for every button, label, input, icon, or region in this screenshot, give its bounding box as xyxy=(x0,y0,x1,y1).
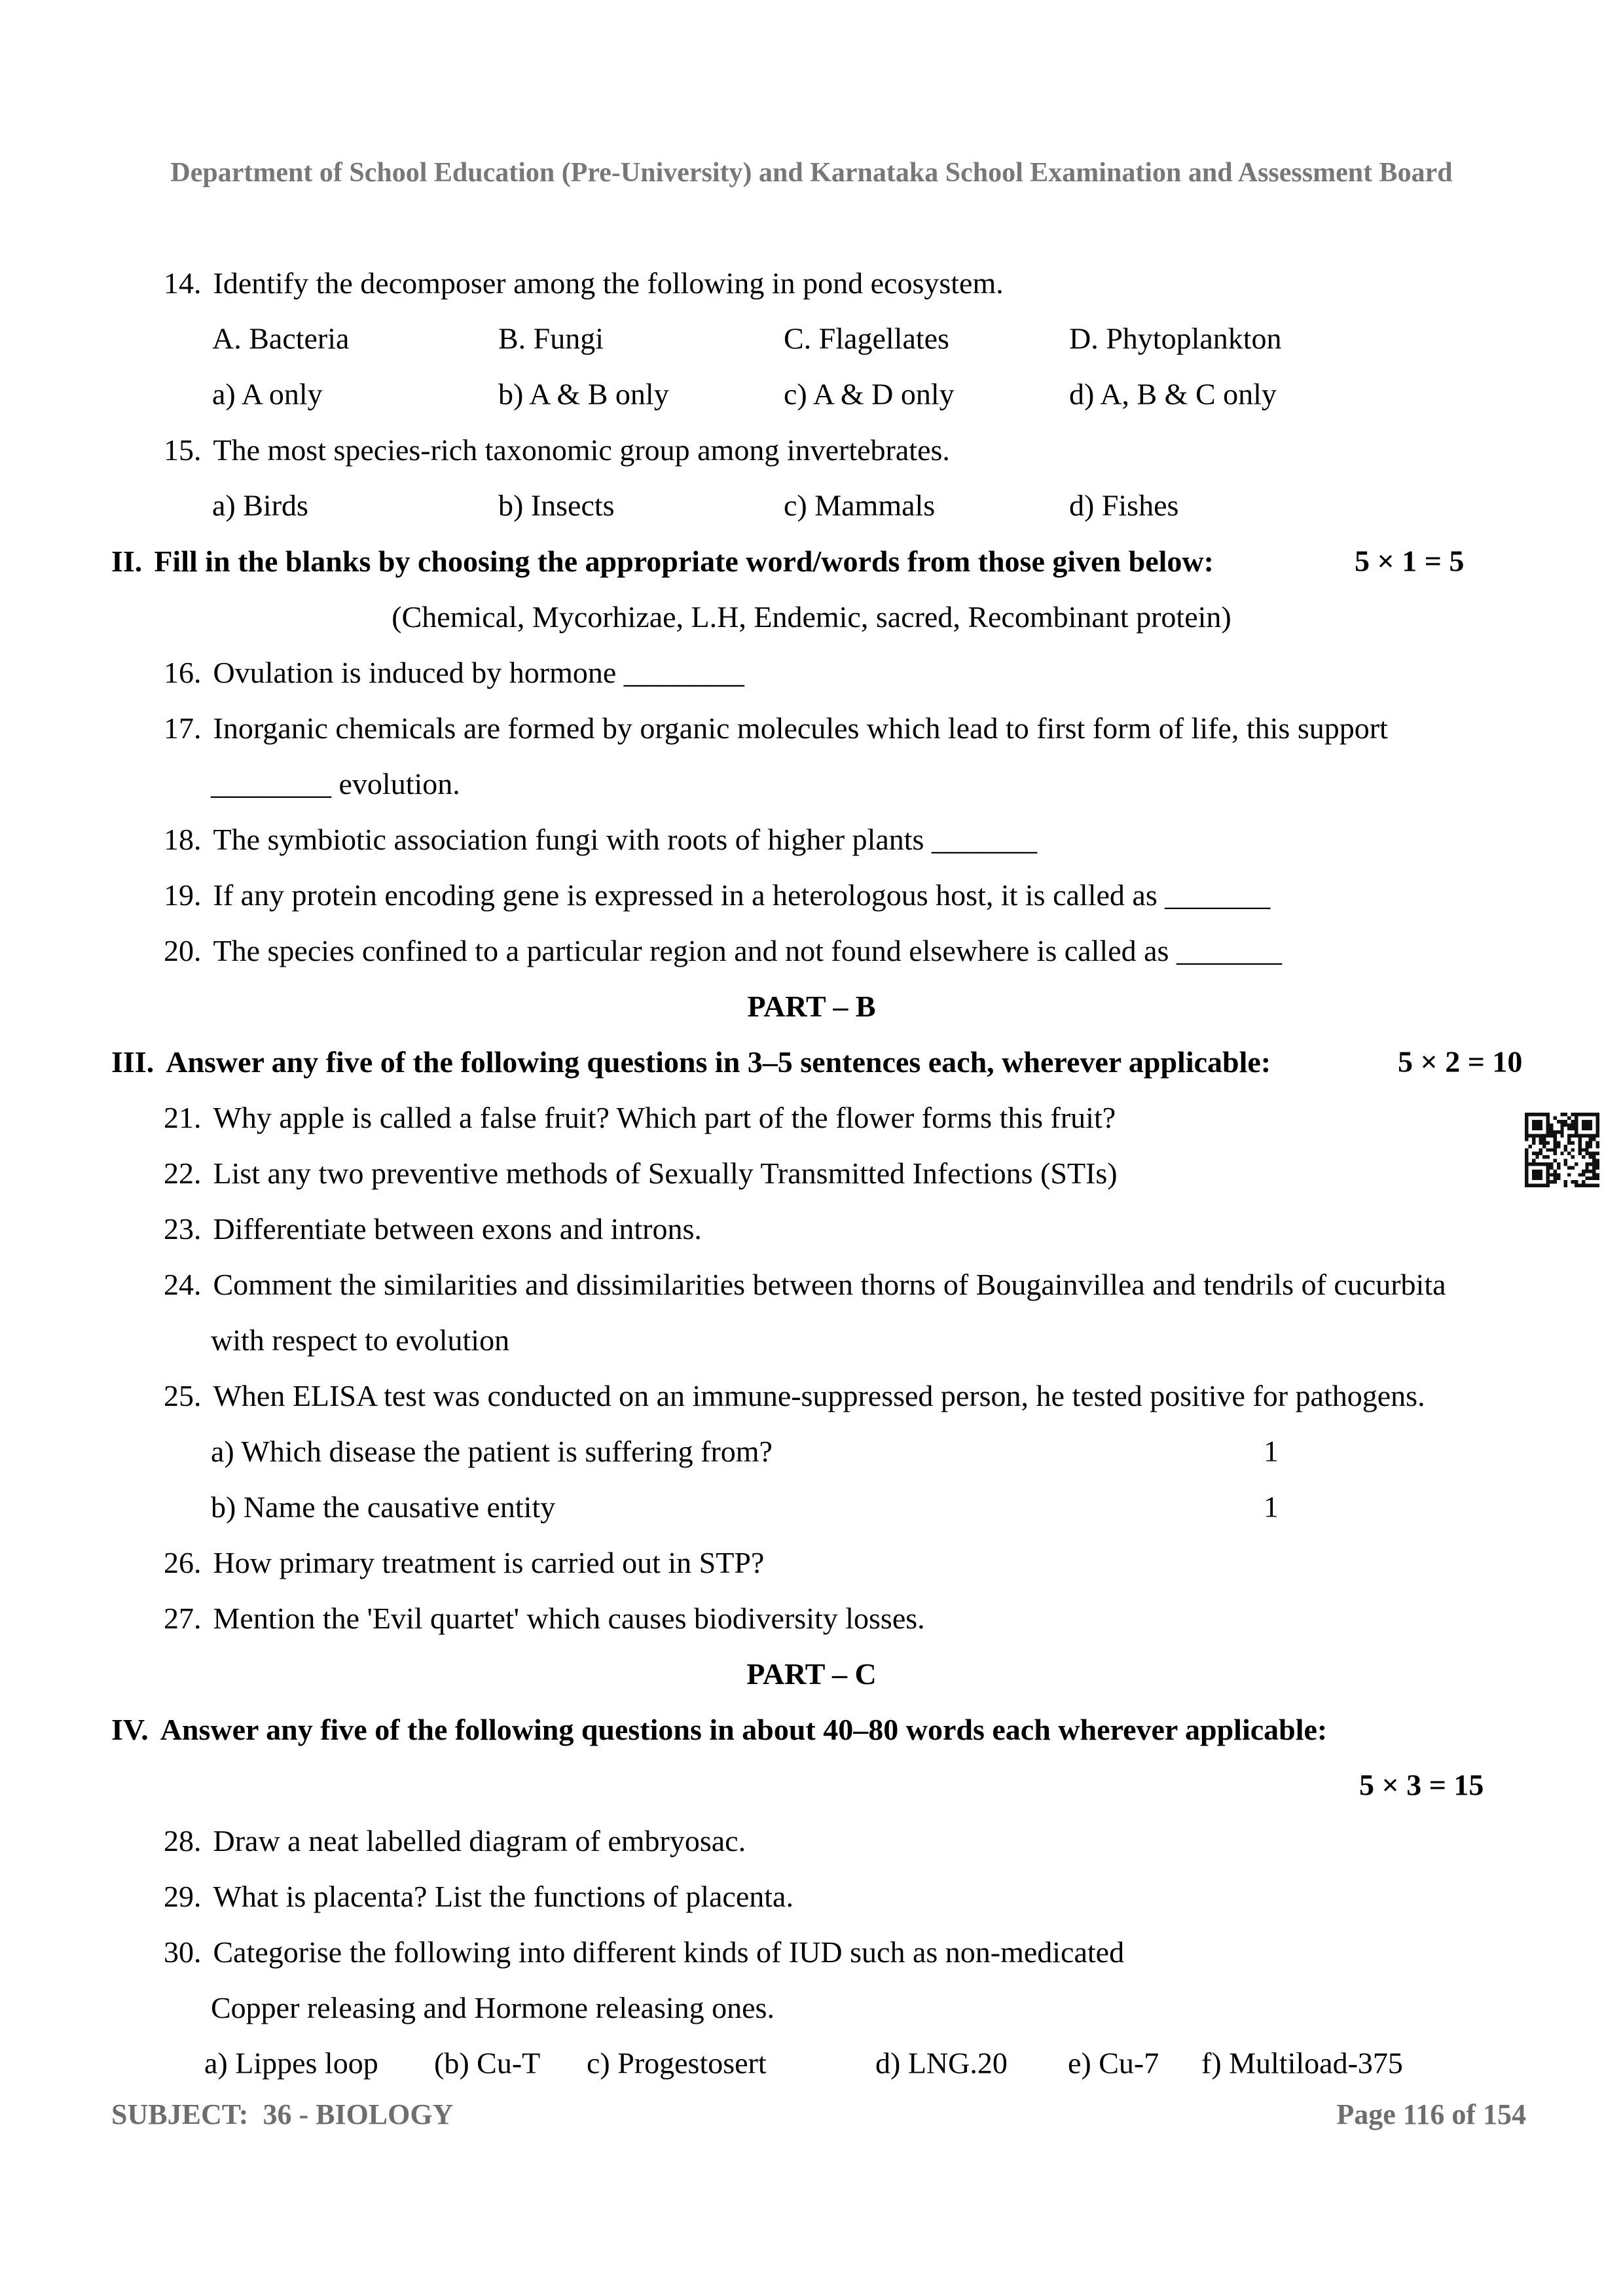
question-19: 19. If any protein encoding gene is expressed in a heterologous host, it is called as _______ xyxy=(164,878,1271,912)
marks-label: 5 × 2 = 10 xyxy=(1398,1045,1523,1079)
footer-subject: SUBJECT: 36 - BIOLOGY xyxy=(111,2098,454,2130)
question-15 xyxy=(0,429,1623,471)
option: D. Phytoplankton xyxy=(1069,321,1282,355)
option: d) Fishes xyxy=(1069,488,1179,522)
question-number: 15. xyxy=(164,433,202,467)
footer-page-number: Page 116 of 154 xyxy=(1336,2098,1526,2130)
question-30-line2: Copper releasing and Hormone releasing ones. xyxy=(211,1990,775,2024)
question-14-options-lower xyxy=(0,373,1623,415)
part-b-title: PART – B xyxy=(747,989,876,1023)
word-bank: (Chemical, Mycorhizae, L.H, Endemic, sacred, Recombinant protein) xyxy=(392,600,1231,634)
marks-label: 1 xyxy=(1264,1434,1279,1468)
option: a) Birds xyxy=(212,488,308,522)
option: C. Flagellates xyxy=(784,321,949,355)
question-24-line2: with respect to evolution xyxy=(211,1323,510,1357)
question-30-line1: 30. Categorise the following into different kinds of IUD such as non-medicated xyxy=(164,1935,1125,1969)
board-header: Department of School Education (Pre-University) and Karnataka School Examination and Assessment Board xyxy=(170,158,1453,188)
section-ii-heading xyxy=(0,540,1623,582)
question-16: 16. Ovulation is induced by hormone ________ xyxy=(164,655,744,689)
question-26: 26. How primary treatment is carried out in STP? xyxy=(164,1545,765,1579)
option: c) Mammals xyxy=(784,488,936,522)
question-29: 29. What is placenta? List the functions of placenta. xyxy=(164,1879,793,1913)
option: b) Insects xyxy=(498,488,615,522)
question-14-options-upper xyxy=(0,317,1623,359)
qr-code-icon xyxy=(1525,1113,1599,1187)
part-c-title: PART – C xyxy=(746,1657,877,1691)
section-iv-heading: IV. Answer any five of the following questions in about 40–80 words each wherever applicable: xyxy=(111,1712,1328,1746)
option: d) A, B & C only xyxy=(1069,377,1277,411)
question-20: 20. The species confined to a particular region and not found elsewhere is called as _______ xyxy=(164,933,1282,967)
question-21: 21. Why apple is called a false fruit? Which part of the flower forms this fruit? xyxy=(164,1100,1116,1134)
section-number: II. xyxy=(111,544,143,578)
option: e) Cu-7 xyxy=(1068,2046,1159,2080)
question-23: 23. Differentiate between exons and introns. xyxy=(164,1211,702,1246)
section-text: Fill in the blanks by choosing the appropriate word/words from those given below: xyxy=(154,544,1214,578)
page-footer xyxy=(0,2094,1623,2134)
question-15-options xyxy=(0,484,1623,526)
section-iii-heading: III. Answer any five of the following questions in 3–5 sentences each, wherever applicable: 5 × 2 = 10 xyxy=(111,1045,1523,1079)
option: c) A & D only xyxy=(784,377,955,411)
question-27: 27. Mention the 'Evil quartet' which causes biodiversity losses. xyxy=(164,1601,925,1635)
option: b) A & B only xyxy=(498,377,669,411)
option: c) Progestosert xyxy=(587,2046,767,2080)
question-22: 22. List any two preventive methods of Sexually Transmitted Infections (STIs) xyxy=(164,1156,1118,1190)
question-number: 14. xyxy=(164,266,202,300)
option: a) A only xyxy=(212,377,323,411)
option: B. Fungi xyxy=(498,321,604,355)
question-25-sub-b: b) Name the causative entity 1 xyxy=(211,1490,1279,1524)
question-30-options xyxy=(0,2042,1623,2084)
option: A. Bacteria xyxy=(212,321,350,355)
marks-label: 5 × 3 = 15 xyxy=(1359,1768,1484,1802)
question-25: 25. When ELISA test was conducted on an immune-suppressed person, he tested positive for pathogens. xyxy=(164,1378,1425,1412)
question-18: 18. The symbiotic association fungi with roots of higher plants _______ xyxy=(164,822,1037,856)
question-text: The most species-rich taxonomic group among invertebrates. xyxy=(213,433,950,467)
question-24-line1: 24. Comment the similarities and dissimilarities between thorns of Bougainvillea and tendrils of cucurbita xyxy=(164,1267,1446,1301)
question-text: Identify the decomposer among the following in pond ecosystem. xyxy=(213,266,1004,300)
question-25-sub-a: a) Which disease the patient is suffering from? 1 xyxy=(211,1434,1279,1468)
option: d) LNG.20 xyxy=(875,2046,1008,2080)
question-17-line2: ________ evolution. xyxy=(211,766,460,800)
marks-label: 1 xyxy=(1264,1490,1279,1524)
option: (b) Cu-T xyxy=(434,2046,541,2080)
option: f) Multiload-375 xyxy=(1201,2046,1403,2080)
question-14 xyxy=(0,262,1623,304)
question-17-line1: 17. Inorganic chemicals are formed by organic molecules which lead to first form of life, this support xyxy=(164,711,1388,745)
option: a) Lippes loop xyxy=(204,2046,378,2080)
section-iv-marks-line xyxy=(0,1764,1623,1806)
question-28: 28. Draw a neat labelled diagram of embryosac. xyxy=(164,1823,746,1857)
marks-label: 5 × 1 = 5 xyxy=(1355,544,1465,578)
